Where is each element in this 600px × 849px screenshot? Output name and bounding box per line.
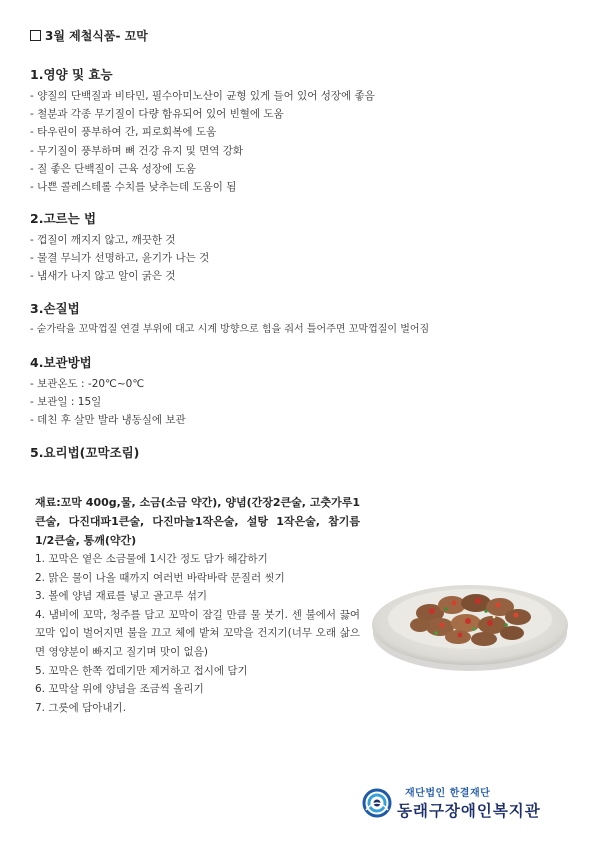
recipe-step: 7. 그릇에 담아내기. [35, 701, 127, 714]
page-title-text: 3월 제철식품- 꼬막 [45, 29, 148, 43]
section-line: - 질 좋은 단백질이 근육 성장에 도움 [30, 162, 196, 175]
recipe-step: 5. 꼬막은 한쪽 껍데기만 제거하고 접시에 담기 [35, 664, 248, 677]
section-line: - 물결 무늬가 선명하고, 윤기가 나는 것 [30, 252, 210, 265]
recipe-step: 4. 냄비에 꼬막, 청주를 담고 꼬막이 잠길 만큼 물 붓기. 센 불에서 끓여 꼬막 입이 벌어지면 불을 끄고 체에 밭쳐 꼬막을 건지기(너무 오래 삶으면 영양분이 빠지고 질기며 맛이 없음) [35, 608, 360, 658]
page-title [30, 27, 148, 44]
section-heading: 4.보관방법 [30, 355, 92, 370]
logo-organization-name: 동래구장애인복지관 [397, 802, 541, 820]
section-line: - 나쁜 콜레스테롤 수치를 낮추는데 도움이 됨 [30, 181, 237, 194]
section-heading: 1.영양 및 효능 [30, 67, 113, 82]
section-line: - 껍질이 깨지지 않고, 깨끗한 것 [30, 234, 176, 246]
section-line: - 무기질이 풍부하며 뼈 건강 유지 및 면역 강화 [30, 144, 244, 157]
section-prep [30, 301, 570, 339]
section-storage [30, 355, 570, 430]
section-line: - 타우린이 풍부하여 간, 피로회복에 도움 [30, 126, 217, 139]
recipe-ingredients: 재료:꼬막 400g,물, 소금(소금 약간), 양념(간장2큰술, 고춧가루1큰술, 다진대파1큰술, 다진마늘1작은술, 설탕 1작은술, 참기름 1/2큰술, 통깨(약간) [35, 496, 360, 547]
section-line: - 양질의 단백질과 비타민, 필수아미노산이 균형 있게 들어 있어 성장에 좋음 [30, 90, 375, 102]
section-line: - 보관온도 : -20℃~0℃ [30, 378, 145, 390]
foundation-logo-icon [362, 788, 392, 818]
recipe-step: 1. 꼬막은 옅은 소금물에 1시간 정도 담가 해감하기 [35, 553, 268, 565]
checkbox-square-icon [30, 30, 41, 41]
section-heading: 5.요리법(꼬막조림) [30, 445, 140, 460]
section-line: - 데친 후 살만 발라 냉동실에 보관 [30, 414, 186, 427]
recipe-step: 6. 꼬막살 위에 양념을 조금씩 올리기 [35, 683, 204, 696]
recipe-step: 2. 맑은 물이 나올 때까지 여러번 바락바락 문질러 씻기 [35, 571, 285, 584]
section-line: - 철분과 각종 무기질이 다량 함유되어 있어 빈혈에 도움 [30, 108, 284, 121]
section-recipe [30, 445, 570, 465]
section-line: - 냄새가 나지 않고 알이 굵은 것 [30, 270, 176, 283]
section-choose [30, 211, 570, 286]
section-heading: 2.고르는 법 [30, 211, 97, 226]
organization-logo [362, 784, 541, 821]
recipe-step: 3. 볼에 양념 재료를 넣고 골고루 섞기 [35, 590, 208, 603]
recipe-box [35, 493, 360, 717]
section-line: - 숟가락을 꼬막껍질 연결 부위에 대고 시계 방향으로 힘을 줘서 틀어주면 꼬막껍질이 벌어짐 [30, 324, 430, 335]
section-heading: 3.손질법 [30, 301, 80, 316]
logo-foundation-name: 재단법인 한결재단 [405, 788, 491, 799]
cockle-dish-image [370, 555, 570, 675]
section-nutrition [30, 67, 570, 196]
section-line: - 보관일 : 15일 [30, 396, 102, 409]
